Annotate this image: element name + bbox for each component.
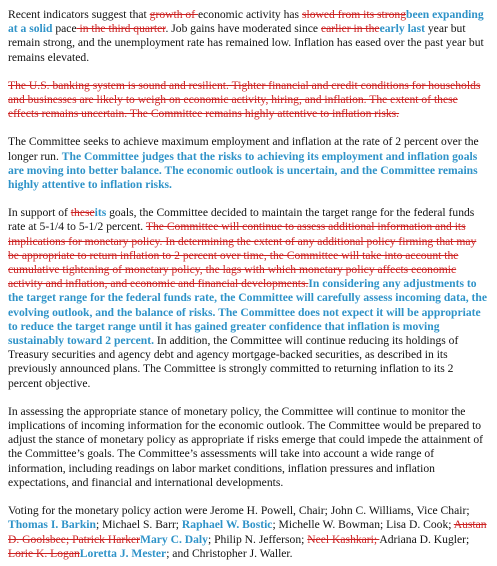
deleted-text: Lorie K. Logan: [8, 546, 80, 560]
body-text: . Job gains have moderated since: [165, 22, 321, 36]
deleted-text: earlier in the: [320, 22, 380, 36]
body-text: year but remain strong, and the unemployment rate has remained low. Inflation has eased over the past year but remains elevated.: [8, 22, 484, 64]
body-text: economic activity has: [197, 8, 302, 21]
body-text: Adriana D. Kugler;: [379, 532, 470, 546]
body-text: In assessing the appropriate stance of monetary policy, the Committee will continue to monitor the implications of incoming information for the economic outlook. The Committee would be prepared to adjust the stance of monetary policy as appropriate if risks emerge that could impede the attainment of the Committee’s goals. The Committee’s assessments will take into account a wide range of information, including readings on labor market conditions, inflation pressures and inflation expectations, and financial and international developments.: [8, 404, 483, 489]
body-text: In addition, the Committee will continue reducing its holdings of Treasury securities and agency debt and agency mortgage-backed securities, as described in its previously announced plans. The Committee is strongly committed to returning inflation to its 2 percent objective.: [8, 334, 459, 390]
body-text: Recent indicators suggest that: [8, 8, 150, 21]
deleted-text: Neel Kashkari;: [307, 532, 380, 546]
inserted-text: been expanding at a solid: [8, 8, 484, 36]
deleted-text: The U.S. banking system is sound and resilient. Tighter financial and credit conditions for households and businesses are likely to weigh on economic activity, hiring, and inflation. The extent of these effects remains uncertain. The Committee remains highly attentive to inflation risks.: [8, 78, 481, 121]
deleted-text: Austan D. Goolsbee; Patrick Harker: [8, 518, 487, 546]
body-text: ; Michael S. Barr;: [95, 518, 182, 532]
paragraph-banking-system: [8, 79, 489, 122]
paragraph-policy-decision: [8, 206, 489, 391]
body-text: ; Philip N. Jefferson;: [207, 532, 308, 546]
deleted-text: these: [70, 206, 95, 220]
body-text: The Committee seeks to achieve maximum employment and inflation at the rate of 2 percent over the longer run.: [8, 135, 479, 163]
paragraph-economic-activity: [8, 8, 489, 65]
paragraph-voting-members: [8, 504, 489, 561]
paragraph-committee-goals: [8, 135, 489, 192]
inserted-text: early last: [379, 22, 425, 36]
body-text: In support of: [8, 206, 71, 220]
inserted-text: The Committee judges that the risks to achieving its employment and inflation goals are moving into better balance. The economic outlook is uncertain, and the Committee remains highly attentive to inflation risks.: [8, 149, 478, 192]
deleted-text: growth of: [149, 8, 198, 21]
body-text: Voting for the monetary policy action were Jerome H. Powell, Chair; John C. Williams, Vice Chair;: [8, 504, 470, 518]
deleted-text: in the third quarter: [76, 22, 166, 36]
inserted-text: In considering any adjustments to the target range for the federal funds rate, the Committee will carefully assess incoming data, the evolving outlook, and the balance of risks. The Committee does not expect it will be appropriate to reduce the target range until it has gained greater confidence that inflation is moving sustainably toward 2 percent.: [8, 277, 488, 348]
body-text: goals, the Committee decided to maintain the target range for the federal funds rate at 5-1/4 to 5-1/2 percent.: [8, 206, 475, 234]
inserted-text: Raphael W. Bostic: [181, 518, 273, 532]
body-text: pace: [52, 22, 77, 36]
inserted-text: its: [94, 206, 107, 220]
body-text: ; and Christopher J. Waller.: [166, 546, 293, 560]
inserted-text: Mary C. Daly: [140, 532, 208, 546]
paragraph-policy-assessment: [8, 405, 489, 490]
deleted-text: The Committee will continue to assess additional information and its implications for monetary policy. In determining the extent of any additional policy firming that may be appropriate to return inflation to 2 percent over time, the Committee will take into account the cumulative tightening of monetary policy, the lags with which monetary policy affects economic activity and inflation, and economic and financial developments.: [8, 220, 477, 291]
inserted-text: Thomas I. Barkin: [8, 518, 96, 532]
body-text: ; Michelle W. Bowman; Lisa D. Cook;: [272, 518, 454, 532]
deleted-text: slowed from its strong: [301, 8, 406, 21]
inserted-text: Loretta J. Mester: [79, 546, 167, 560]
